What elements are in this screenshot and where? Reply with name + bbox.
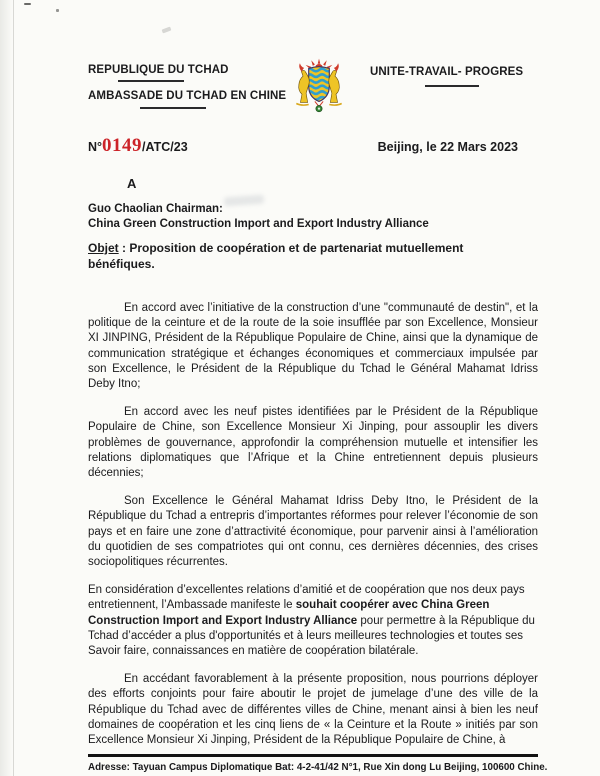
goat-supporter — [296, 63, 309, 105]
addressee-marker: A — [127, 176, 137, 191]
lion-supporter — [329, 63, 342, 105]
paragraph-4-bold-alliance-name: souhait coopérer avec China Green Construction Import and Export Industry Alliance — [88, 599, 490, 627]
subject-separator: : — [118, 241, 130, 255]
reference-prefix: N° — [88, 140, 103, 154]
recipient-block — [88, 202, 429, 232]
paragraph-4-text: pour permettre à la République du Tchad d’accéder a plus d'opportunités et à leurs meilleures technologies et toutes ses Savoir faire, connaissances en matière de coopération bilatérale. — [88, 614, 535, 658]
subject-text: Proposition de coopération et de partenariat mutuellement bénéfiques. — [88, 241, 464, 271]
paragraph-3: Son Excellence le Général Mahamat Idriss Deby Itno, le Président de la République du Tchad a entrepris d’importantes réformes pour relever l’économie de son pays et en faire une zone d’attractivité économique, pour parvenir ainsi à l’amélioration du quotidien de ses compatriotes qui ont connu, ces dernières décennies, des crises sociopolitiques récurrentes. — [88, 495, 538, 569]
reference-suffix: /ATC/23 — [142, 140, 188, 154]
paragraph-1: En accord avec l’initiative de la construction d’une "communauté de destin", et la politique de la ceinture et de la route de la soie insufflée par son Excellence, Monsieur XI JINPING, Président de la République Populaire de Chine, ainsi que la dynamique de communication stratégique et échanges économiques et commerciaux impulsée par son Excellence, le Président de la République du Tchad le Général Mahamat Idriss Deby Itno; — [88, 302, 538, 391]
date-line: Beijing, le 22 Mars 2023 — [377, 140, 518, 154]
letterhead-left — [88, 64, 286, 109]
paragraph-4 — [88, 583, 538, 659]
scan-speck — [56, 9, 59, 12]
letterhead-motto: UNITE-TRAVAIL- PROGRES — [370, 66, 524, 78]
footer-rule — [88, 754, 538, 757]
subject-label: Objet — [88, 241, 119, 255]
reference-number — [88, 135, 188, 157]
reference-stamped-number: 0149 — [102, 135, 143, 156]
reference-row — [88, 135, 518, 157]
letterhead-divider — [140, 107, 206, 109]
letterhead-right — [370, 66, 523, 87]
subject-line — [88, 240, 513, 272]
recipient-name: Guo Chaolian Chairman: — [88, 203, 223, 215]
paragraph-4-text: En considération d’excellentes relations d’amitié et de coopération que nos deux pays entretiennent, l’Ambassade manifeste le — [88, 584, 525, 612]
letterhead-divider — [425, 85, 479, 87]
letterhead-embassy: AMBASSADE DU TCHAD EN CHINE — [88, 90, 287, 102]
letter-body — [88, 301, 538, 761]
letterhead-divider — [118, 80, 184, 82]
chad-coat-of-arms-icon — [286, 57, 352, 117]
scan-speck — [24, 3, 31, 5]
scan-edge-artifact — [0, 0, 14, 776]
paragraph-2: En accord avec les neuf pistes identifiées par le Président de la République Populaire de Chine, son Excellence Monsieur Xi Jinping, pour assouplir les divers problèmes de gouvernance, approfondir la compréhension mutuelle et intensifier les relations diplomatiques que l’Afrique et la Chine entretiennent depuis plusieurs décennies; — [88, 406, 538, 480]
scan-speck — [162, 27, 172, 34]
letterhead-republic: REPUBLIQUE DU TCHAD — [88, 64, 229, 76]
paragraph-5: En accédant favorablement à la présente proposition, nous pourrions déployer des efforts conjoints pour faire aboutir le projet de jumelage d’une des ville de la République du Tchad avec de différentes villes de Chine, menant ainsi à bien les neuf domaines de coopération et les cinq liens de « la Ceinture et la Route » initiés par son Excellence Monsieur Xi Jinping, Président de la République Populaire de Chine, à — [88, 673, 538, 747]
footer-address: Adresse: Tayuan Campus Diplomatique Bat: 4-2-41/42 N°1, Rue Xin dong Lu Beijing, 100600 Chine. — [88, 762, 548, 773]
recipient-organization: China Green Construction Import and Export Industry Alliance — [88, 218, 429, 230]
